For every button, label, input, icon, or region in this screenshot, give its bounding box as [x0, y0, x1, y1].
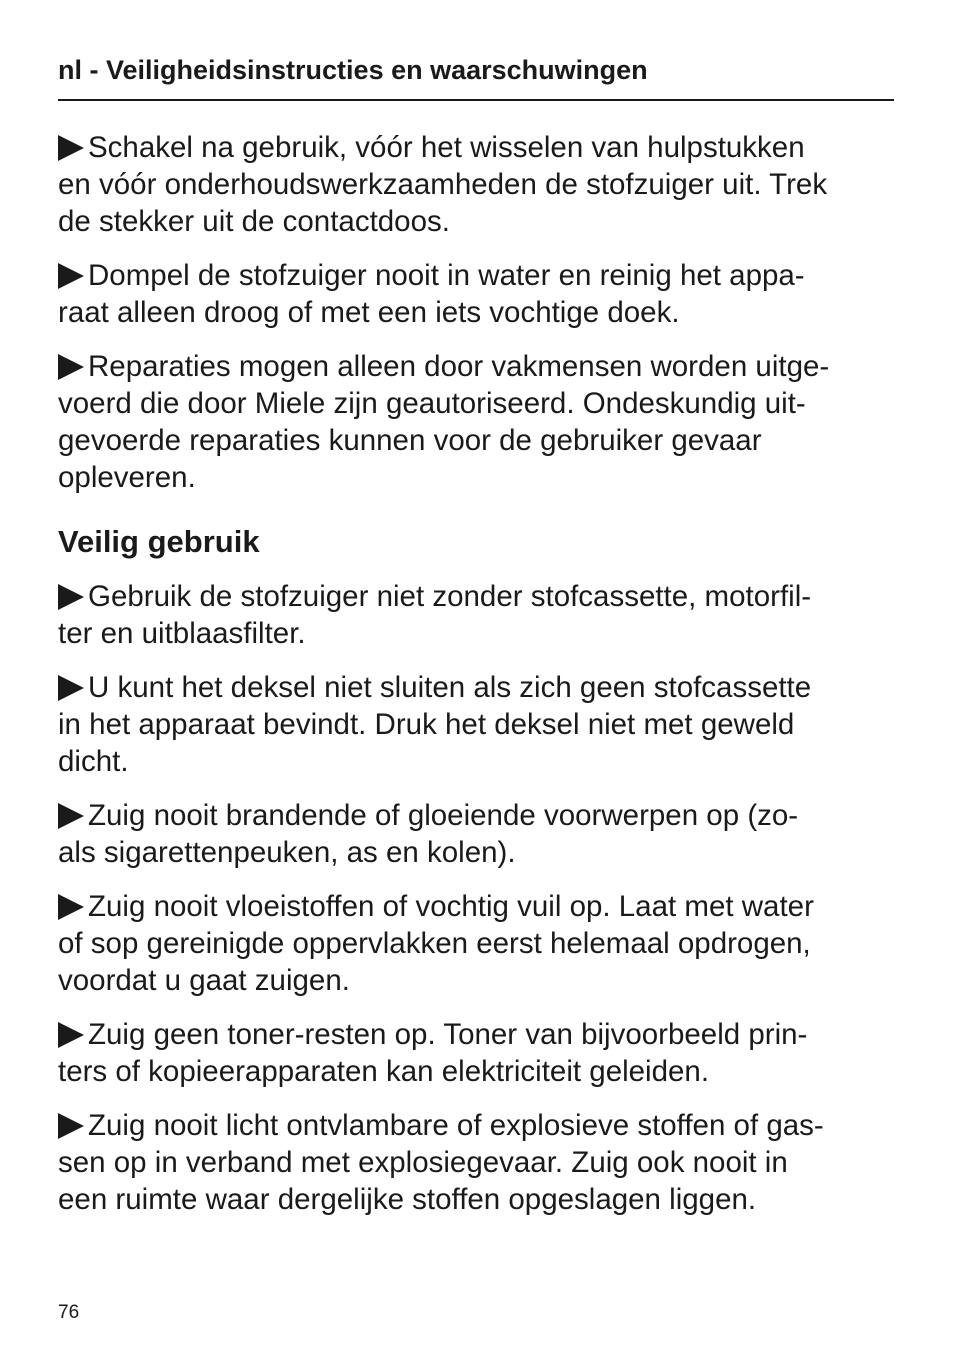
triangle-right-icon — [58, 894, 84, 920]
page-content — [58, 129, 894, 1235]
triangle-right-icon — [58, 1113, 84, 1139]
triangle-right-icon — [58, 135, 84, 161]
triangle-right-icon — [58, 675, 84, 701]
instruction-paragraph — [58, 257, 894, 331]
instruction-text: Zuig nooit vloeistoffen of vochtig vuil op. Laat met water of sop gereinigde oppervlakken eerst helemaal opdrogen, voordat u gaat zuigen. — [58, 890, 814, 997]
page-number: 76 — [58, 1302, 80, 1323]
instruction-text: Reparaties mogen alleen door vakmensen worden uitge- voerd die door Miele zijn geautoriseerd. Ondeskundig uit- gevoerde reparaties kunnen voor de gebruiker gevaar opleveren. — [58, 350, 830, 494]
triangle-right-icon — [58, 803, 84, 829]
instruction-paragraph — [58, 1016, 894, 1090]
instruction-paragraph — [58, 129, 894, 240]
section-heading: Veilig gebruik — [58, 524, 260, 559]
instruction-text: Zuig nooit brandende of gloeiende voorwerpen op (zo- als sigarettenpeuken, as en kolen). — [58, 799, 799, 869]
page-header — [58, 52, 894, 101]
instruction-paragraph — [58, 578, 894, 652]
triangle-right-icon — [58, 263, 84, 289]
instruction-paragraph — [58, 669, 894, 780]
instruction-text: Gebruik de stofzuiger niet zonder stofcassette, motorfil- ter en uitblaasfilter. — [58, 580, 812, 650]
triangle-right-icon — [58, 1022, 84, 1048]
instruction-text: Zuig nooit licht ontvlambare of explosieve stoffen of gas- sen op in verband met explosiegevaar. Zuig ook nooit in een ruimte waar dergelijke stoffen opgeslagen liggen. — [58, 1109, 824, 1216]
instruction-text: Zuig geen toner-resten op. Toner van bijvoorbeeld prin- ters of kopieerapparaten kan elektriciteit geleiden. — [58, 1018, 808, 1088]
instruction-text: Schakel na gebruik, vóór het wisselen van hulpstukken en vóór onderhoudswerkzaamheden de stofzuiger uit. Trek de stekker uit de contactdoos. — [58, 131, 828, 238]
instruction-paragraph — [58, 797, 894, 871]
instruction-text: U kunt het deksel niet sluiten als zich geen stofcassette in het apparaat bevindt. Druk het deksel niet met geweld dicht. — [58, 671, 812, 778]
instruction-paragraph — [58, 888, 894, 999]
triangle-right-icon — [58, 354, 84, 380]
instruction-paragraph — [58, 348, 894, 496]
instruction-text: Dompel de stofzuiger nooit in water en reinig het appa- raat alleen droog of met een iets vochtige doek. — [58, 259, 805, 329]
instruction-paragraph — [58, 1107, 894, 1218]
page-title: nl - Veiligheidsinstructies en waarschuwingen — [58, 55, 648, 85]
triangle-right-icon — [58, 584, 84, 610]
